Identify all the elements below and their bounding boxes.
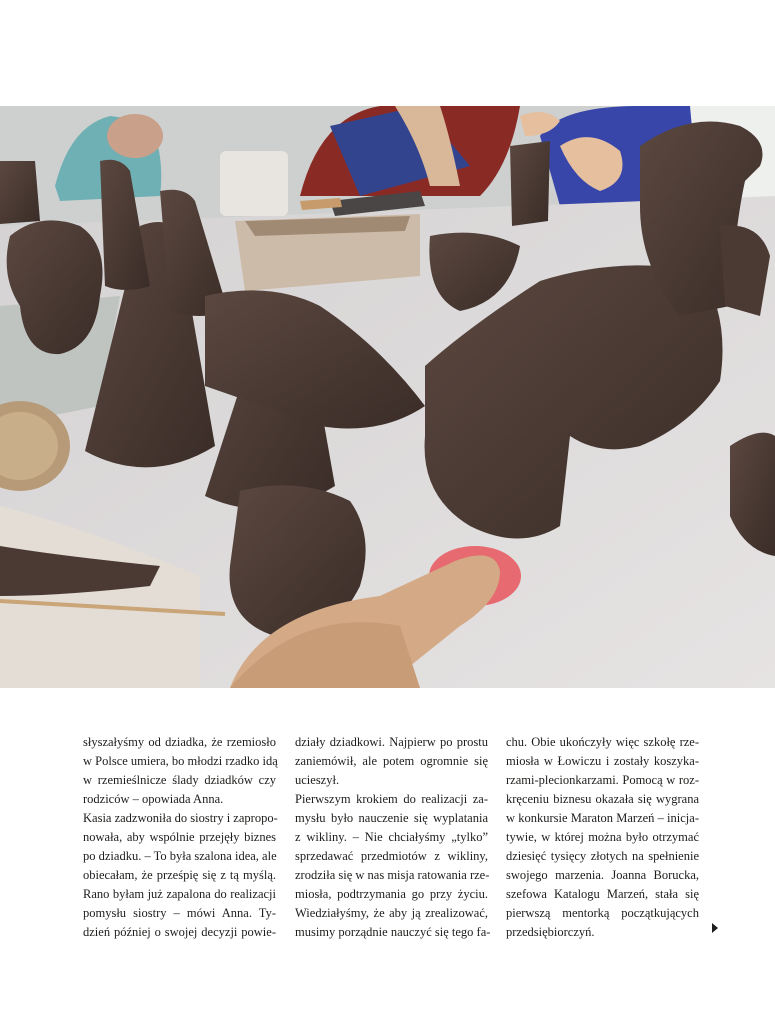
article-column-1 xyxy=(83,733,276,942)
text-line: zaniemówił, ale potem ogromnie się xyxy=(295,754,488,768)
text-line: miosła, podtrzymania go przy życiu. xyxy=(295,887,488,901)
text-line: mysłu było nauczenie się wyplatania xyxy=(295,811,488,825)
text-line: w konkursie Maraton Marzeń – inicja- xyxy=(506,811,699,825)
text-line: szefowa Katalogu Marzeń, stała się xyxy=(506,887,699,901)
article-column-2 xyxy=(295,733,491,942)
text-line: obiecałam, że prześpię się z tą myślą. xyxy=(83,868,276,882)
clay-workshop-photo xyxy=(0,106,775,688)
text-line: przedsiębiorczyń. xyxy=(506,925,595,939)
continue-arrow-icon xyxy=(712,923,718,933)
text-line: w Polsce umiera, bo młodzi rzadko idą xyxy=(83,754,278,768)
text-line: zrodziła się w nas misja ratowania rze- xyxy=(295,868,490,882)
text-line: Rano byłam już zapalona do realizacji xyxy=(83,887,276,901)
text-line: rzami-plecionkarzami. Pomocą w roz- xyxy=(506,773,699,787)
article-body xyxy=(83,733,699,943)
article-column-3 xyxy=(506,733,699,942)
text-line: Pierwszym krokiem do realizacji za- xyxy=(295,792,488,806)
text-line: miosła w Łowiczu i zostały koszyka- xyxy=(506,754,699,768)
text-line: musimy porządnie nauczyć się tego fa- xyxy=(295,925,491,939)
text-line: dzień później o swojej decyzji powie- xyxy=(83,925,276,939)
text-line: ucieszył. xyxy=(295,773,340,787)
text-line: tywie, w której można było otrzymać xyxy=(506,830,699,844)
text-line: chu. Obie ukończyły więc szkołę rze- xyxy=(506,735,699,749)
text-line: Kasia zadzwoniła do siostry i zapropo- xyxy=(83,811,278,825)
text-line: pomysłu siostry – mówi Anna. Ty- xyxy=(83,906,276,920)
text-line: swojego marzenia. Joanna Borucka, xyxy=(506,868,699,882)
text-line: Wiedziałyśmy, że aby ją zrealizować, xyxy=(295,906,488,920)
text-line: w rzemieślnicze ślady dziadków czy xyxy=(83,773,276,787)
text-line: kręceniu biznesu okazała się wygrana xyxy=(506,792,699,806)
text-line: słyszałyśmy od dziadka, że rzemiosło xyxy=(83,735,276,749)
text-line: po dziadku. – To była szalona idea, ale xyxy=(83,849,277,863)
text-line: dziesięć tysięcy złotych na spełnienie xyxy=(506,849,699,863)
text-line: sprzedawać przedmiotów z wikliny, xyxy=(295,849,488,863)
text-line: pierwszą mentorką początkujących xyxy=(506,906,699,920)
text-line: z wikliny. – Nie chciałyśmy „tylko” xyxy=(295,830,488,844)
text-line: rodziców – opowiada Anna. xyxy=(83,792,224,806)
text-line: nowała, aby wspólnie przejęły biznes xyxy=(83,830,276,844)
clay-figures-illustration xyxy=(0,106,775,688)
text-line: działy dziadkowi. Najpierw po prostu xyxy=(295,735,488,749)
